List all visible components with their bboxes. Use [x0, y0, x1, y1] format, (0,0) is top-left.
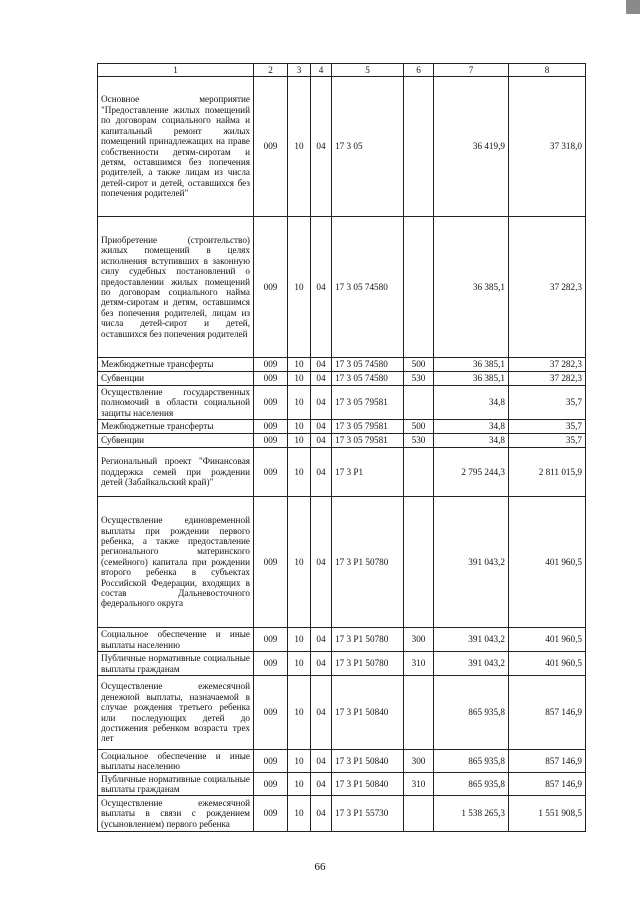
row-name: Субвенции — [98, 434, 254, 448]
row-amount-year1: 34,8 — [434, 420, 509, 434]
table-row — [98, 217, 586, 358]
row-amount-year2: 37 318,0 — [509, 77, 586, 217]
row-amount-year2: 2 811 015,9 — [509, 448, 586, 497]
row-code-section: 10 — [288, 434, 311, 448]
row-name: Региональный проект "Финансовая поддержка семей при рождении детей (Забайкальский край)" — [98, 448, 254, 497]
page-number: 66 — [314, 861, 326, 873]
row-name: Социальное обеспечение и иные выплаты населению — [98, 750, 254, 773]
row-amount-year2: 401 960,5 — [509, 628, 586, 652]
row-amount-year1: 36 419,9 — [434, 77, 509, 217]
row-amount-year1: 391 043,2 — [434, 628, 509, 652]
table-row — [98, 773, 586, 796]
row-name: Субвенции — [98, 372, 254, 386]
row-name: Публичные нормативные социальные выплаты гражданам — [98, 773, 254, 796]
row-name: Осуществление государственных полномочий в области социальной защиты населения — [98, 386, 254, 420]
row-amount-year2: 37 282,3 — [509, 358, 586, 372]
row-code-admin: 009 — [254, 773, 288, 796]
row-code-target: 17 3 P1 50840 — [332, 773, 404, 796]
row-name: Межбюджетные трансферты — [98, 358, 254, 372]
table-row — [98, 796, 586, 832]
row-amount-year2: 37 282,3 — [509, 372, 586, 386]
row-amount-year1: 865 935,8 — [434, 676, 509, 750]
row-code-subsection: 04 — [311, 796, 332, 832]
row-code-section: 10 — [288, 358, 311, 372]
row-amount-year1: 1 538 265,3 — [434, 796, 509, 832]
row-code-expense-type: 300 — [404, 628, 434, 652]
header-cell: 4 — [311, 64, 332, 77]
header-cell: 6 — [404, 64, 434, 77]
row-code-subsection: 04 — [311, 420, 332, 434]
row-code-subsection: 04 — [311, 372, 332, 386]
row-code-admin: 009 — [254, 497, 288, 628]
row-code-target: 17 3 05 — [332, 77, 404, 217]
row-code-section: 10 — [288, 372, 311, 386]
row-code-expense-type — [404, 217, 434, 358]
row-amount-year1: 865 935,8 — [434, 750, 509, 773]
row-code-admin: 009 — [254, 652, 288, 676]
row-code-admin: 009 — [254, 386, 288, 420]
row-code-expense-type: 530 — [404, 434, 434, 448]
row-code-admin: 009 — [254, 676, 288, 750]
row-code-subsection: 04 — [311, 652, 332, 676]
row-code-admin: 009 — [254, 628, 288, 652]
row-code-admin: 009 — [254, 217, 288, 358]
row-code-expense-type — [404, 448, 434, 497]
row-code-expense-type: 500 — [404, 358, 434, 372]
row-name: Межбюджетные трансферты — [98, 420, 254, 434]
row-code-section: 10 — [288, 217, 311, 358]
row-code-target: 17 3 05 74580 — [332, 217, 404, 358]
row-code-admin: 009 — [254, 750, 288, 773]
header-cell: 8 — [509, 64, 586, 77]
row-code-admin: 009 — [254, 434, 288, 448]
row-amount-year2: 857 146,9 — [509, 676, 586, 750]
row-code-section: 10 — [288, 77, 311, 217]
row-amount-year1: 36 385,1 — [434, 358, 509, 372]
row-code-subsection: 04 — [311, 434, 332, 448]
row-code-subsection: 04 — [311, 497, 332, 628]
row-code-target: 17 3 P1 55730 — [332, 796, 404, 832]
row-code-section: 10 — [288, 676, 311, 750]
row-code-subsection: 04 — [311, 676, 332, 750]
row-amount-year1: 36 385,1 — [434, 372, 509, 386]
row-name: Осуществление ежемесячной выплаты в связи с рождением (усыновлением) первого ребенка — [98, 796, 254, 832]
row-code-target: 17 3 P1 50780 — [332, 628, 404, 652]
row-name: Осуществление единовременной выплаты при рождении первого ребенка, а также предоставление регионального материнского (семейного) капитала при рождении второго ребенка в субъектах Российской Федерации, входящих в состав Дальневосточного федерального округа — [98, 497, 254, 628]
table-row — [98, 420, 586, 434]
header-cell: 3 — [288, 64, 311, 77]
row-code-expense-type — [404, 497, 434, 628]
table-row — [98, 497, 586, 628]
row-amount-year2: 35,7 — [509, 420, 586, 434]
row-code-section: 10 — [288, 628, 311, 652]
header-cell: 7 — [434, 64, 509, 77]
row-code-target: 17 3 05 79581 — [332, 386, 404, 420]
row-amount-year1: 36 385,1 — [434, 217, 509, 358]
row-name: Социальное обеспечение и иные выплаты населению — [98, 628, 254, 652]
row-amount-year1: 34,8 — [434, 434, 509, 448]
row-amount-year1: 34,8 — [434, 386, 509, 420]
row-name: Основное мероприятие "Предоставление жилых помещений по договорам социального найма и капитальный ремонт жилых помещений принадлежащих на праве собственности детям-сиротам и детям, оставшимся без попечения родителей, а также лицам из числа детей-сирот и детей, оставшихся без попечения родителей" — [98, 77, 254, 217]
row-code-section: 10 — [288, 386, 311, 420]
row-code-admin: 009 — [254, 358, 288, 372]
budget-table — [97, 63, 586, 832]
row-code-admin: 009 — [254, 796, 288, 832]
header-cell: 1 — [98, 64, 254, 77]
table-row — [98, 386, 586, 420]
row-code-expense-type: 310 — [404, 652, 434, 676]
table-row — [98, 750, 586, 773]
row-code-target: 17 3 05 74580 — [332, 358, 404, 372]
table-row — [98, 676, 586, 750]
row-code-subsection: 04 — [311, 628, 332, 652]
row-code-target: 17 3 P1 50780 — [332, 652, 404, 676]
header-cell: 2 — [254, 64, 288, 77]
row-amount-year2: 401 960,5 — [509, 497, 586, 628]
row-code-subsection: 04 — [311, 448, 332, 497]
row-code-expense-type: 530 — [404, 372, 434, 386]
row-name: Приобретение (строительство) жилых помещений в целях исполнения вступивших в законную силу судебных постановлений о предоставлении жилых помещений по договорам социального найма детям-сиротам и детям, оставшимся без попечения родителей, лицам из числа детей-сирот и детей, оставшихся без попечения родителей — [98, 217, 254, 358]
row-code-section: 10 — [288, 448, 311, 497]
table-row — [98, 448, 586, 497]
row-code-target: 17 3 05 79581 — [332, 434, 404, 448]
row-code-target: 17 3 P1 — [332, 448, 404, 497]
row-name: Публичные нормативные социальные выплаты гражданам — [98, 652, 254, 676]
row-code-admin: 009 — [254, 420, 288, 434]
row-code-expense-type — [404, 386, 434, 420]
row-code-admin: 009 — [254, 372, 288, 386]
table-row — [98, 372, 586, 386]
row-code-subsection: 04 — [311, 217, 332, 358]
row-code-target: 17 3 P1 50840 — [332, 676, 404, 750]
row-code-section: 10 — [288, 420, 311, 434]
row-code-expense-type — [404, 676, 434, 750]
row-code-section: 10 — [288, 796, 311, 832]
row-code-expense-type — [404, 77, 434, 217]
header-cell: 5 — [332, 64, 404, 77]
row-code-subsection: 04 — [311, 358, 332, 372]
row-code-target: 17 3 05 79581 — [332, 420, 404, 434]
row-code-expense-type: 310 — [404, 773, 434, 796]
row-code-subsection: 04 — [311, 773, 332, 796]
row-name: Осуществление ежемесячной денежной выплаты, назначаемой в случае рождения третьего ребенка или последующих детей до достижения ребенком возраста трех лет — [98, 676, 254, 750]
row-code-section: 10 — [288, 773, 311, 796]
row-code-subsection: 04 — [311, 750, 332, 773]
row-amount-year1: 391 043,2 — [434, 497, 509, 628]
scan-corner-mark — [626, 0, 640, 14]
row-code-target: 17 3 P1 50840 — [332, 750, 404, 773]
row-amount-year2: 37 282,3 — [509, 217, 586, 358]
header-row — [98, 64, 586, 77]
row-amount-year1: 865 935,8 — [434, 773, 509, 796]
row-code-subsection: 04 — [311, 77, 332, 217]
row-code-section: 10 — [288, 750, 311, 773]
row-code-admin: 009 — [254, 77, 288, 217]
row-code-expense-type: 300 — [404, 750, 434, 773]
table-row — [98, 358, 586, 372]
table-row — [98, 77, 586, 217]
row-code-expense-type: 500 — [404, 420, 434, 434]
row-amount-year2: 35,7 — [509, 386, 586, 420]
row-amount-year2: 35,7 — [509, 434, 586, 448]
table-row — [98, 652, 586, 676]
row-code-target: 17 3 P1 50780 — [332, 497, 404, 628]
row-amount-year2: 857 146,9 — [509, 773, 586, 796]
row-amount-year2: 857 146,9 — [509, 750, 586, 773]
row-code-subsection: 04 — [311, 386, 332, 420]
row-code-expense-type — [404, 796, 434, 832]
table-row — [98, 628, 586, 652]
row-code-admin: 009 — [254, 448, 288, 497]
row-amount-year1: 391 043,2 — [434, 652, 509, 676]
row-code-section: 10 — [288, 497, 311, 628]
row-code-section: 10 — [288, 652, 311, 676]
table-row — [98, 434, 586, 448]
row-code-target: 17 3 05 74580 — [332, 372, 404, 386]
row-amount-year2: 1 551 908,5 — [509, 796, 586, 832]
row-amount-year1: 2 795 244,3 — [434, 448, 509, 497]
row-amount-year2: 401 960,5 — [509, 652, 586, 676]
